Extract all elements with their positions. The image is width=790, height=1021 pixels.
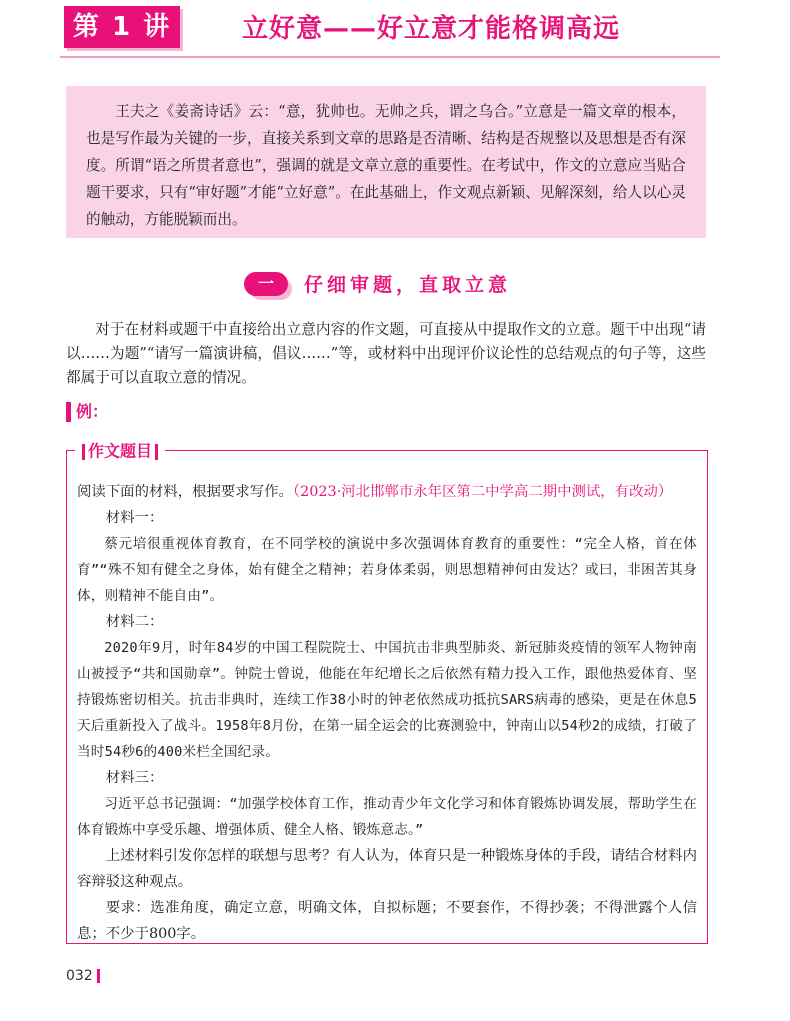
intro-box: [66, 86, 706, 238]
topic-header-bar-right: [155, 444, 158, 460]
material1-label: 材料一：: [105, 510, 164, 526]
section-number-badge: 一: [244, 272, 288, 296]
section-heading: [244, 270, 564, 300]
example-marker-bar: [66, 402, 71, 422]
topic-instruction-line: [77, 479, 697, 505]
topic-question: 上述材料引发你怎样的联想与思考？有人认为，体育只是一种锻炼身体的手段，请结合材料内容辩驳这种观点。: [77, 848, 697, 890]
intro-text: 王夫之《姜斋诗话》云：“意，犹帅也。无帅之兵，谓之乌合。”立意是一篇文章的根本，也是写作最为关键的一步，直接关系到文章的思路是否清晰、结构是否规整以及思想是否有深度。所谓“语之所贯者意也”，强调的就是文章立意的重要性。在考试中，作文的立意应当贴合题干要求，只有“审好题”才能“立好意”。在此基础上，作文观点新颖、见解深刻，给人以心灵的触动，方能脱颖而出。: [86, 103, 686, 228]
page-number: [66, 968, 100, 984]
essay-topic-title: 作文题目: [88, 441, 153, 461]
section-body-text: 对于在材料或题干中直接给出立意内容的作文题，可直接从中提取作文的立意。题干中出现“请以……为题”“请写一篇演讲稿，倡议……”等，或材料中出现评价议论性的总结观点的句子等，这些都属于可以直取立意的情况。: [66, 321, 706, 386]
topic-requirements: 要求：选准角度，确定立意，明确文体，自拟标题；不要套作，不得抄袭；不得泄露个人信息；不少于800字。: [77, 900, 697, 942]
material1-text: 蔡元培很重视体育教育，在不同学校的演说中多次强调体育教育的重要性：“完全人格，首在体育”“殊不知有健全之身体，始有健全之精神；若身体柔弱，则思想精神何由发达？或曰，非困苦其身体，则精神不能自由”。: [77, 536, 697, 604]
material2-text: 2020年9月，时年84岁的中国工程院院士、中国抗击非典型肺炎、新冠肺炎疫情的领军人物钟南山被授予“共和国勋章”。钟院士曾说，他能在年纪增长之后依然有精力投入工作，跟他热爱体育、坚持锻炼密切相关。抗击非典时，连续工作38小时的钟老依然成功抵抗SARS病毒的感染，更是在休息5天后重新投入了战斗。1958年8月份，在第一届全运会的比赛测验中，钟南山以54秒2的成绩，打破了当时54秒6的400米栏全国纪录。: [77, 640, 697, 760]
lesson-header: [60, 4, 720, 58]
header-divider: [60, 56, 720, 58]
topic-instruction: 阅读下面的材料，根据要求写作。: [77, 484, 293, 500]
topic-header-bar-left: [82, 444, 85, 460]
lesson-title: 立好意——好立意才能格调高远: [242, 14, 621, 44]
material2-label: 材料二：: [105, 614, 164, 630]
page-number-bar: [97, 969, 100, 983]
page-number-text: 032: [66, 968, 93, 984]
topic-source: （2023·河北邯郸市永年区第二中学高二期中测试，有改动）: [292, 484, 673, 500]
essay-topic-content: [77, 479, 697, 947]
material3-label: 材料三：: [105, 770, 164, 786]
essay-topic-header: [75, 439, 165, 463]
material3-text: 习近平总书记强调：“加强学校体育工作，推动青少年文化学习和体育锻炼协调发展，帮助学生在体育锻炼中享受乐趣、增强体质、健全人格、锻炼意志。”: [77, 796, 697, 838]
section-title: 仔细审题，直取立意: [304, 274, 512, 296]
essay-topic-box: [66, 441, 708, 944]
lesson-number-badge: 第 1 讲: [64, 6, 180, 48]
example-label-text: 例：: [76, 402, 109, 421]
